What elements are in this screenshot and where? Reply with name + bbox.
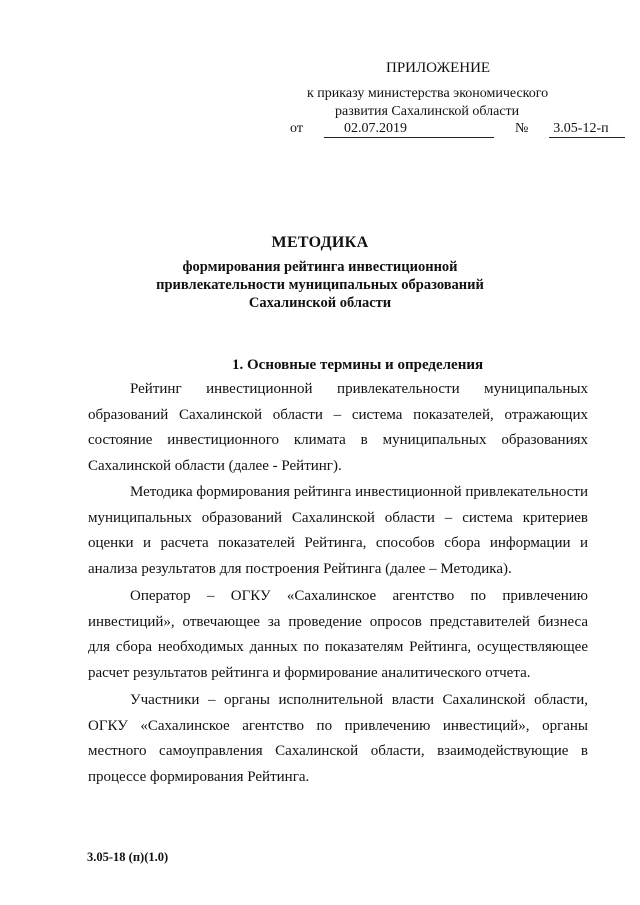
- document-subtitle-line-3: Сахалинской области: [248, 295, 392, 311]
- document-subtitle-line-2: привлекательности муниципальных образований: [156, 277, 484, 293]
- document-title: МЕТОДИКА: [271, 234, 369, 251]
- appendix-order-line-2: развития Сахалинской области: [335, 104, 520, 119]
- order-number: 3.05-12-п: [549, 121, 625, 138]
- appendix-title: ПРИЛОЖЕНИЕ: [386, 60, 491, 76]
- number-prefix: №: [514, 121, 529, 136]
- section-heading: 1. Основные термины и определения: [232, 357, 484, 373]
- order-date: 02.07.2019: [324, 121, 494, 138]
- footer-form-code: 3.05-18 (п)(1.0): [87, 850, 169, 864]
- paragraph-operator-definition: Оператор – ОГКУ «Сахалинское агентство по привлечению инвестиций», отвечающее за проведение опросов представителей бизнеса для сбора необходимых данных по показателям Рейтинга, осуществляющее расчет результатов рейтинга и формирование аналитического отчета.: [88, 588, 588, 681]
- document-subtitle-line-1: формирования рейтинга инвестиционной: [182, 259, 458, 275]
- paragraph-methodology-definition: Методика формирования рейтинга инвестиционной привлекательности муниципальных образований Сахалинской области – система критериев оценки и расчета показателей Рейтинга, способов сбора информации и анализа результатов для построения Рейтинга (далее – Методика).: [88, 484, 588, 577]
- date-prefix: от: [290, 121, 303, 136]
- appendix-order-line-1: к приказу министерства экономического: [307, 86, 549, 101]
- order-details: [290, 121, 625, 138]
- paragraph-rating-definition: Рейтинг инвестиционной привлекательности муниципальных образований Сахалинской области – система показателей, отражающих состояние инвестиционного климата в муниципальных образованиях Сахалинской области (далее - Рейтинг).: [88, 381, 588, 474]
- paragraph-participants-definition: Участники – органы исполнительной власти Сахалинской области, ОГКУ «Сахалинское агентство по привлечению инвестиций», органы местного самоуправления Сахалинской области, взаимодействующие в процессе формирования Рейтинга.: [88, 692, 588, 785]
